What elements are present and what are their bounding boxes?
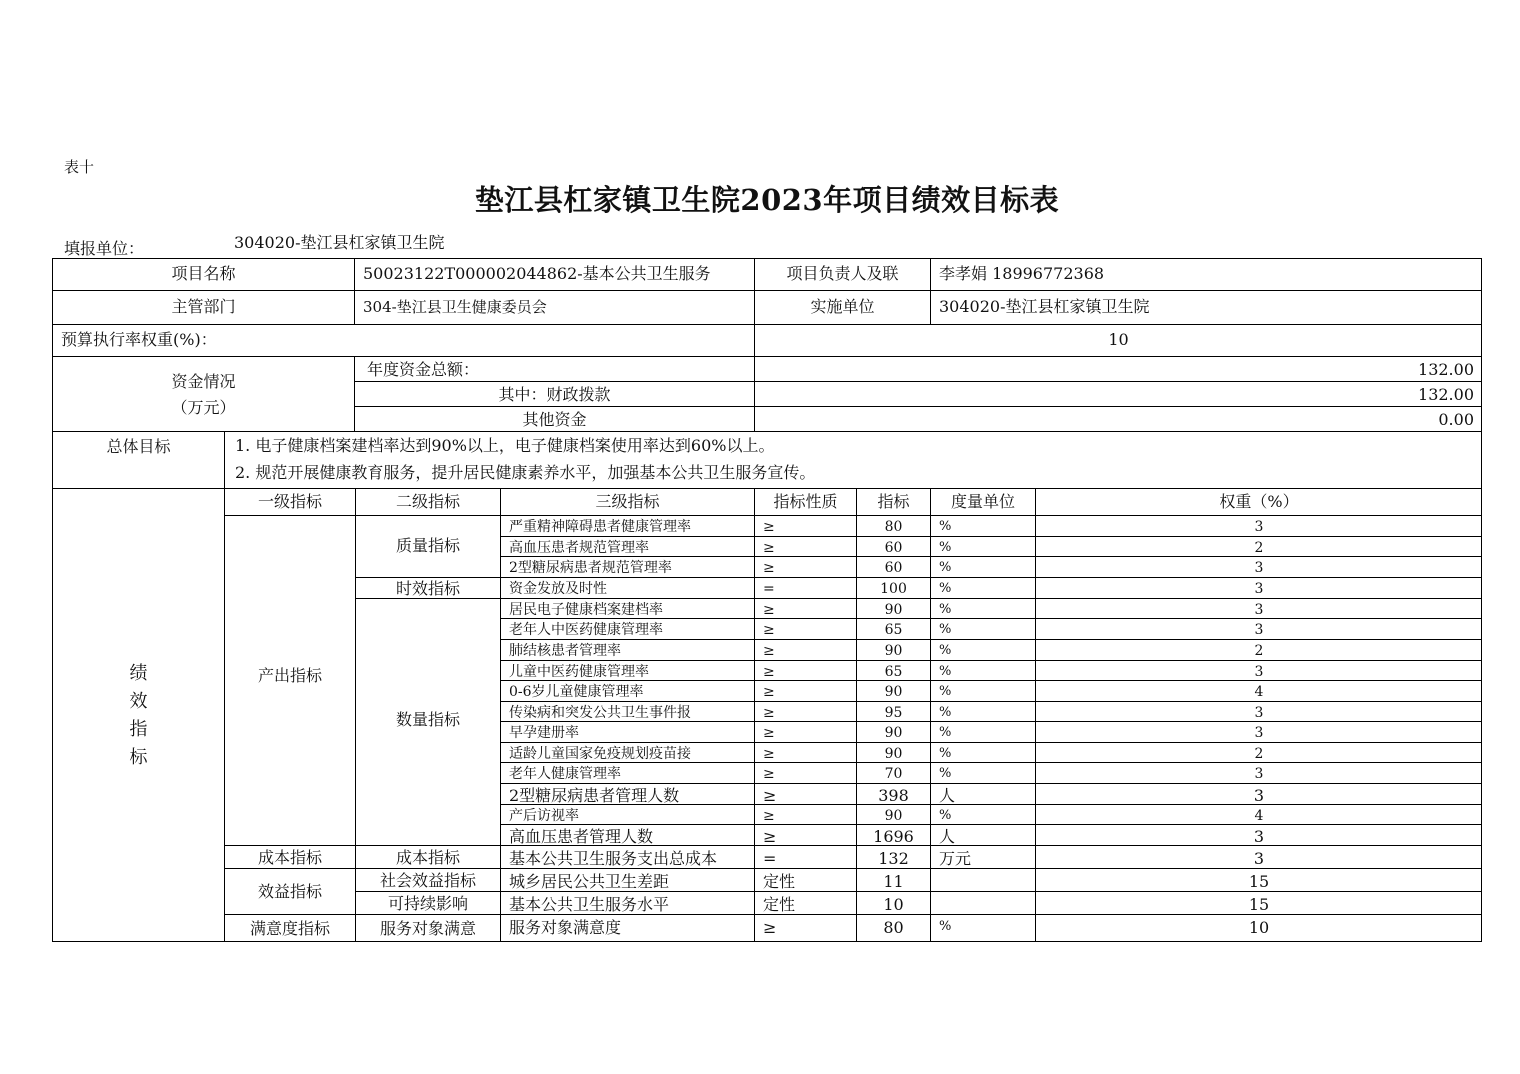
funds-label-line2: （万元）	[171, 398, 236, 417]
indicator-unit-5: %	[930, 598, 1035, 618]
indicator-unit-16: 人	[930, 824, 1035, 845]
header-unit: 度量单位	[930, 488, 1035, 515]
indicator-op-13: ≥	[754, 762, 856, 783]
group-quality: 质量指标	[355, 515, 500, 577]
indicator-name-4: 资金发放及时性	[500, 577, 754, 598]
indicator-name-10: 传染病和突发公共卫生事件报	[500, 701, 754, 721]
indicator-weight-14: 3	[1035, 783, 1482, 804]
overall-goal-label: 总体目标	[52, 431, 224, 488]
section-char-1: 绩	[129, 662, 148, 684]
indicator-op-6: ≥	[754, 618, 856, 639]
indicator-value-13: 70	[856, 762, 930, 783]
indicator-op-19: 定性	[754, 891, 856, 914]
group-sustain: 可持续影响	[355, 891, 500, 914]
indicator-weight-15: 4	[1035, 804, 1482, 824]
indicator-name-6: 老年人中医药健康管理率	[500, 618, 754, 639]
indicator-value-3: 60	[856, 556, 930, 577]
indicator-weight-8: 3	[1035, 660, 1482, 680]
indicator-weight-4: 3	[1035, 577, 1482, 598]
indicator-unit-17: 万元	[930, 845, 1035, 868]
indicator-weight-2: 2	[1035, 536, 1482, 556]
indicator-unit-10: %	[930, 701, 1035, 721]
indicator-name-19: 基本公共卫生服务水平	[500, 891, 754, 914]
header-weight: 权重（%）	[1035, 488, 1482, 515]
group-benefit: 效益指标	[224, 868, 355, 914]
section-char-2: 效	[129, 690, 148, 712]
indicator-op-5: ≥	[754, 598, 856, 618]
dept-label: 主管部门	[52, 290, 354, 324]
indicator-op-12: ≥	[754, 742, 856, 762]
indicator-value-9: 90	[856, 680, 930, 701]
indicator-value-19: 10	[856, 891, 930, 914]
indicator-weight-18: 15	[1035, 868, 1482, 891]
indicator-value-20: 80	[856, 914, 930, 942]
overall-goal-content	[224, 431, 1482, 488]
indicator-op-16: ≥	[754, 824, 856, 845]
indicator-name-3: 2型糖尿病患者规范管理率	[500, 556, 754, 577]
indicator-name-2: 高血压患者规范管理率	[500, 536, 754, 556]
header-level1: 一级指标	[224, 488, 355, 515]
indicator-value-11: 90	[856, 721, 930, 742]
indicator-name-14: 2型糖尿病患者管理人数	[500, 783, 754, 804]
indicator-unit-20: %	[930, 914, 1035, 942]
indicator-op-4: =	[754, 577, 856, 598]
header-target: 指标	[856, 488, 930, 515]
group-satisfaction-l1: 满意度指标	[224, 914, 355, 942]
group-cost-l1: 成本指标	[224, 845, 355, 868]
indicator-op-2: ≥	[754, 536, 856, 556]
indicator-value-18: 11	[856, 868, 930, 891]
indicator-name-20: 服务对象满意度	[500, 914, 754, 942]
group-quantity: 数量指标	[355, 598, 500, 845]
impl-unit-value: 304020-垫江县杠家镇卫生院	[930, 290, 1482, 324]
indicator-value-6: 65	[856, 618, 930, 639]
indicator-unit-19	[930, 891, 1035, 914]
indicator-unit-7: %	[930, 639, 1035, 660]
indicator-weight-10: 3	[1035, 701, 1482, 721]
indicator-unit-12: %	[930, 742, 1035, 762]
funds-other-value: 0.00	[754, 406, 1482, 431]
budget-weight-value: 10	[754, 324, 1482, 356]
group-satisfaction-l2: 服务对象满意	[355, 914, 500, 942]
indicator-name-13: 老年人健康管理率	[500, 762, 754, 783]
funds-label-line1: 资金情况	[171, 372, 236, 391]
funds-total-label: 年度资金总额：	[354, 356, 754, 381]
goal-line-1: 1. 电子健康档案建档率达到90%以上，电子健康档案使用率达到60%以上。	[235, 436, 775, 455]
indicator-value-2: 60	[856, 536, 930, 556]
indicator-op-9: ≥	[754, 680, 856, 701]
indicator-op-10: ≥	[754, 701, 856, 721]
indicator-value-1: 80	[856, 515, 930, 536]
indicator-weight-7: 2	[1035, 639, 1482, 660]
document-title: 垫江县杠家镇卫生院2023年项目绩效目标表	[474, 183, 1060, 217]
group-output: 产出指标	[224, 515, 355, 845]
indicator-value-17: 132	[856, 845, 930, 868]
indicator-weight-9: 4	[1035, 680, 1482, 701]
indicator-op-7: ≥	[754, 639, 856, 660]
dept-value: 304-垫江县卫生健康委员会	[354, 290, 754, 324]
budget-weight-label: 预算执行率权重(%)：	[52, 324, 754, 356]
indicator-name-15: 产后访视率	[500, 804, 754, 824]
indicator-op-3: ≥	[754, 556, 856, 577]
header-level2: 二级指标	[355, 488, 500, 515]
indicator-op-1: ≥	[754, 515, 856, 536]
indicator-value-7: 90	[856, 639, 930, 660]
indicator-value-16: 1696	[856, 824, 930, 845]
indicator-unit-13: %	[930, 762, 1035, 783]
indicator-op-18: 定性	[754, 868, 856, 891]
indicator-value-4: 100	[856, 577, 930, 598]
indicator-weight-19: 15	[1035, 891, 1482, 914]
project-name-label: 项目名称	[52, 258, 354, 290]
project-leader-value: 李孝娟 18996772368	[930, 258, 1482, 290]
performance-target-table	[52, 258, 1482, 942]
indicator-value-14: 398	[856, 783, 930, 804]
indicator-unit-14: 人	[930, 783, 1035, 804]
indicator-value-15: 90	[856, 804, 930, 824]
indicator-name-7: 肺结核患者管理率	[500, 639, 754, 660]
section-char-4: 标	[129, 746, 148, 768]
indicator-value-5: 90	[856, 598, 930, 618]
fill-unit-value: 304020-垫江县杠家镇卫生院	[234, 233, 445, 252]
indicator-unit-9: %	[930, 680, 1035, 701]
indicator-unit-8: %	[930, 660, 1035, 680]
indicator-weight-1: 3	[1035, 515, 1482, 536]
funds-fiscal-label: 其中：财政拨款	[354, 381, 754, 406]
indicator-weight-6: 3	[1035, 618, 1482, 639]
indicator-value-8: 65	[856, 660, 930, 680]
indicator-name-18: 城乡居民公共卫生差距	[500, 868, 754, 891]
indicator-weight-12: 2	[1035, 742, 1482, 762]
indicator-op-20: ≥	[754, 914, 856, 942]
indicator-op-17: =	[754, 845, 856, 868]
indicator-weight-3: 3	[1035, 556, 1482, 577]
indicator-op-11: ≥	[754, 721, 856, 742]
indicator-weight-13: 3	[1035, 762, 1482, 783]
indicator-weight-17: 3	[1035, 845, 1482, 868]
indicator-unit-11: %	[930, 721, 1035, 742]
indicator-weight-11: 3	[1035, 721, 1482, 742]
indicator-unit-15: %	[930, 804, 1035, 824]
fill-unit-label: 填报单位：	[64, 239, 145, 258]
project-name-value: 50023122T000002044862-基本公共卫生服务	[354, 258, 754, 290]
group-social: 社会效益指标	[355, 868, 500, 891]
indicator-name-1: 严重精神障碍患者健康管理率	[500, 515, 754, 536]
indicator-op-14: ≥	[754, 783, 856, 804]
indicator-name-16: 高血压患者管理人数	[500, 824, 754, 845]
funds-other-label: 其他资金	[354, 406, 754, 431]
funds-label	[52, 356, 354, 431]
indicator-name-8: 儿童中医药健康管理率	[500, 660, 754, 680]
indicator-op-15: ≥	[754, 804, 856, 824]
header-level3: 三级指标	[500, 488, 754, 515]
indicator-weight-16: 3	[1035, 824, 1482, 845]
performance-indicator-section	[52, 488, 224, 942]
indicator-unit-2: %	[930, 536, 1035, 556]
indicator-unit-4: %	[930, 577, 1035, 598]
project-leader-label: 项目负责人及联	[754, 258, 930, 290]
indicator-unit-3: %	[930, 556, 1035, 577]
funds-fiscal-value: 132.00	[754, 381, 1482, 406]
goal-line-2: 2. 规范开展健康教育服务，提升居民健康素养水平，加强基本公共卫生服务宣传。	[235, 463, 816, 482]
indicator-name-9: 0-6岁儿童健康管理率	[500, 680, 754, 701]
header-nature: 指标性质	[754, 488, 856, 515]
indicator-unit-1: %	[930, 515, 1035, 536]
indicator-unit-18	[930, 868, 1035, 891]
indicator-name-5: 居民电子健康档案建档率	[500, 598, 754, 618]
table-number: 表十	[64, 158, 95, 176]
group-timeliness: 时效指标	[355, 577, 500, 598]
indicator-name-17: 基本公共卫生服务支出总成本	[500, 845, 754, 868]
indicator-op-8: ≥	[754, 660, 856, 680]
indicator-weight-20: 10	[1035, 914, 1482, 942]
indicator-value-10: 95	[856, 701, 930, 721]
indicator-unit-6: %	[930, 618, 1035, 639]
indicator-name-11: 早孕建册率	[500, 721, 754, 742]
indicator-value-12: 90	[856, 742, 930, 762]
section-char-3: 指	[129, 718, 148, 740]
funds-total-value: 132.00	[754, 356, 1482, 381]
indicator-weight-5: 3	[1035, 598, 1482, 618]
group-cost-l2: 成本指标	[355, 845, 500, 868]
impl-unit-label: 实施单位	[754, 290, 930, 324]
indicator-name-12: 适龄儿童国家免疫规划疫苗接	[500, 742, 754, 762]
